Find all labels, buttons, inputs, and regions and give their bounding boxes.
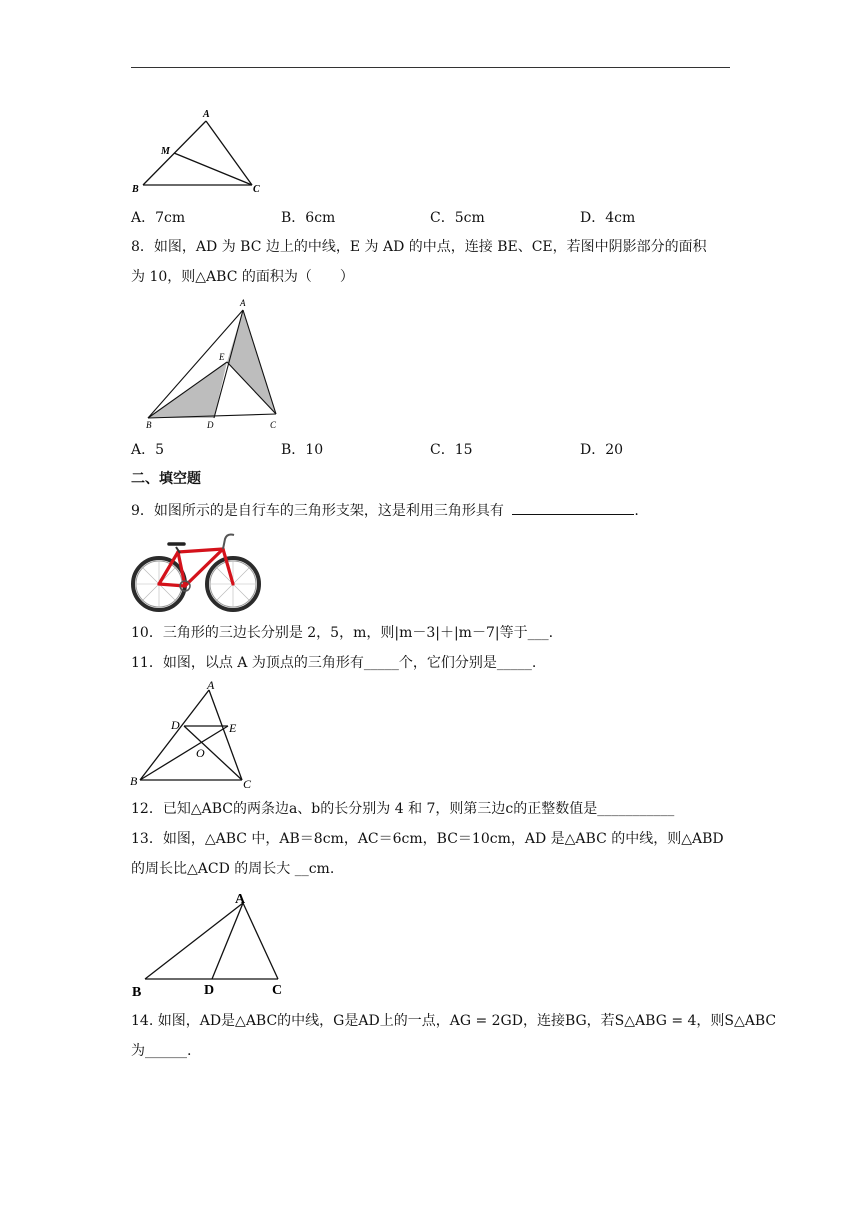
q11-label-b: B: [130, 774, 138, 788]
q13-label-c: C: [272, 983, 283, 998]
q13-triangle-figure: [128, 888, 294, 1000]
q10-text: 10．三角形的三边长分别是 2，5，m，则|m－3|＋|m－7|等于___.: [131, 625, 554, 641]
bicycle-image: [130, 528, 262, 614]
q11-text: 11．如图，以点 A 为顶点的三角形有_____个，它们分别是_____.: [131, 655, 537, 671]
q8-label-a: A: [240, 298, 246, 308]
q8-label-b: B: [146, 420, 152, 430]
q13-label-d: D: [204, 983, 215, 998]
header-rule: [131, 67, 730, 68]
q7-label-c: C: [253, 184, 260, 195]
q11-label-o: O: [196, 746, 205, 760]
q11-triangle-figure: [128, 678, 260, 790]
q8-option-b: B．10: [281, 442, 324, 458]
q7-label-m: M: [161, 146, 170, 157]
q11-label-a: A: [207, 678, 215, 692]
q7-option-a: A．7cm: [131, 210, 186, 226]
q8-option-c: C．15: [430, 442, 473, 458]
q8-label-c: C: [270, 420, 277, 430]
q7-label-a: A: [203, 109, 210, 120]
q8-shaded-triangle-figure: [128, 296, 288, 432]
q9-text-before: 9．如图所示的是自行车的三角形支架，这是利用三角形具有: [131, 503, 504, 519]
q8-option-a: A．5: [131, 442, 165, 458]
q9-text-after: .: [634, 503, 639, 519]
q13-text-line1: 13．如图，△ABC 中，AB＝8cm，AC＝6cm，BC＝10cm，AD 是△ABC 的中线，则△ABD: [131, 831, 724, 847]
q8-label-e: E: [219, 352, 225, 362]
q14-text-line2: 为______.: [131, 1043, 192, 1059]
q13-text-line2: 的周长比△ACD 的周长大 __cm.: [131, 861, 335, 877]
q7-label-b: B: [132, 184, 139, 195]
q13-label-a: A: [235, 892, 246, 907]
q14-text-line1: 14. 如图，AD是△ABC的中线，G是AD上的一点，AG = 2GD，连接BG，若S△ABG = 4，则S△ABC: [131, 1013, 777, 1029]
q8-text-line1: 8．如图，AD 为 BC 边上的中线，E 为 AD 的中点，连接 BE、CE，若图中阴影部分的面积: [131, 239, 707, 255]
q7-triangle-figure: [128, 104, 268, 196]
q8-option-d: D．20: [580, 442, 624, 458]
q11-label-e: E: [229, 721, 237, 735]
q8-label-d: D: [207, 420, 214, 430]
q11-label-c: C: [243, 777, 252, 790]
q7-option-d: D．4cm: [580, 210, 636, 226]
q11-label-d: D: [171, 718, 180, 732]
q8-text-line2: 为 10，则△ABC 的面积为（ ）: [131, 269, 354, 285]
q9-answer-blank: [512, 499, 634, 515]
section-heading-fill-in: 二、填空题: [131, 471, 201, 487]
q7-option-c: C．5cm: [430, 210, 485, 226]
q12-text: 12．已知△ABC的两条边a、b的长分别为 4 和 7，则第三边c的正整数值是___________: [131, 801, 675, 817]
q7-option-b: B．6cm: [281, 210, 336, 226]
q13-label-b: B: [132, 985, 142, 1000]
q9-text: [131, 499, 639, 521]
